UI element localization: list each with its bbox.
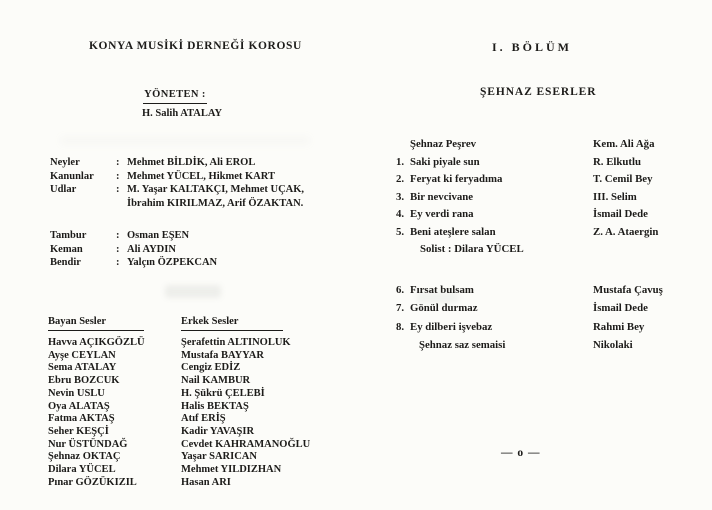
composer-name: T. Cemil Bey [593, 173, 653, 186]
program-row [396, 321, 712, 339]
program-row [396, 284, 712, 302]
singer-name: Nevin USLU [48, 387, 105, 399]
colon-separator: : [116, 243, 120, 255]
program-row [396, 156, 712, 174]
composer-name: Mustafa Çavuş [593, 284, 663, 296]
instrument-players: Yalçın ÖZPEKCAN [127, 257, 218, 268]
singer-name: Havva AÇIKGÖZLÜ [48, 337, 145, 348]
singer-name: Mustafa BAYYAR [181, 349, 264, 361]
section-title: I. BÖLÜM [492, 40, 573, 54]
colon-separator: : [116, 257, 120, 268]
singer-name: Sema ATALAY [48, 362, 117, 374]
composer-name: Kem. Ali Ağa [593, 138, 655, 150]
song-title: Beni ateşlere salan [410, 225, 496, 238]
instrument-players: Osman EŞEN [127, 230, 190, 241]
instrument-players: Ali AYDIN [127, 243, 176, 255]
singer-name: Halis BEKTAŞ [181, 400, 249, 412]
singer-name: Cevdet KAHRAMANOĞLU [181, 438, 311, 450]
singer-name: Nur ÜSTÜNDAĞ [48, 438, 128, 450]
instrument-label: Bendir [50, 257, 81, 268]
song-title: Şehnaz saz semaisi [419, 339, 506, 352]
song-number: 7. [396, 302, 405, 315]
colon-separator: : [116, 157, 120, 168]
singer-name: Pınar GÖZÜKIZIL [48, 476, 137, 488]
composer-name: R. Elkutlu [593, 155, 642, 168]
soloist-line: Solist : Dilara YÜCEL [420, 243, 524, 255]
program-row [396, 226, 712, 244]
song-number: 1. [396, 155, 405, 168]
colon-separator: : [116, 184, 120, 195]
singer-name: Ebru BOZCUK [48, 375, 120, 387]
program-subtitle: ŞEHNAZ ESERLER [480, 86, 597, 98]
program-row [396, 191, 712, 209]
instrument-list-group2 [50, 229, 217, 270]
singer-name: Hasan ARI [181, 476, 231, 488]
singer-name: Kadir YAVAŞIR [181, 425, 255, 437]
colon-separator: : [116, 170, 120, 182]
women-voices-header: Bayan Sesler [48, 316, 144, 331]
singer-name: Cengiz EDİZ [181, 362, 241, 374]
instrument-label: Kanunlar [50, 170, 94, 182]
program-row [396, 208, 712, 226]
song-number: 4. [396, 208, 405, 221]
singer-name: Yaşar SARICAN [181, 451, 257, 463]
singer-name: Oya ALATAŞ [48, 400, 110, 412]
scan-bleed-smudge [165, 285, 221, 298]
men-voices-list [181, 337, 310, 489]
director-name: H. Salih ATALAY [142, 108, 223, 119]
song-title: Gönül durmaz [410, 302, 478, 315]
composer-name: III. Selim [593, 190, 637, 203]
instrument-row-neyler [50, 156, 304, 170]
women-voices-list [48, 337, 145, 489]
instrument-label: Keman [50, 243, 83, 255]
director-label: YÖNETEN : [143, 89, 207, 104]
instrument-players: Mehmet BİLDİK, Ali EROL [127, 157, 256, 168]
singer-name: Ayşe CEYLAN [48, 349, 116, 361]
song-title: Fırsat bulsam [410, 284, 474, 296]
song-number: 6. [396, 284, 405, 296]
men-voices-header: Erkek Sesler [181, 316, 283, 331]
instrument-players: Mehmet YÜCEL, Hikmet KART [127, 170, 275, 182]
program-row [396, 138, 712, 156]
song-number: 2. [396, 173, 405, 186]
instrument-row-tambur [50, 229, 217, 243]
instrument-list-group1 [50, 156, 304, 210]
singer-name: Şehnaz OKTAÇ [48, 451, 121, 463]
choir-title: KONYA MUSİKİ DERNEĞİ KOROSU [89, 40, 302, 52]
instrument-row-keman [50, 243, 217, 257]
program-row [396, 173, 712, 191]
program-list-part1 [396, 138, 712, 244]
colon-separator: : [116, 230, 120, 241]
singer-name: Nail KAMBUR [181, 375, 251, 387]
section-end-divider: — o — [501, 447, 541, 459]
instrument-label: Tambur [50, 230, 87, 241]
program-row [396, 339, 712, 357]
instrument-row-bendir [50, 256, 217, 270]
singer-name: H. Şükrü ÇELEBİ [181, 387, 265, 399]
program-row [396, 302, 712, 320]
instrument-row-kanunlar [50, 170, 304, 184]
singer-name: Seher KEŞÇİ [48, 425, 109, 437]
men-voices-column [181, 316, 310, 489]
song-title: Ey verdi rana [410, 208, 474, 221]
singer-name: Mehmet YILDIZHAN [181, 464, 282, 476]
program-list-part2 [396, 284, 712, 358]
composer-name: Z. A. Ataergin [593, 225, 659, 238]
singer-name: Dilara YÜCEL [48, 464, 116, 476]
song-number: 8. [396, 320, 405, 333]
composer-name: Nikolaki [593, 339, 633, 352]
instrument-players-line2: İbrahim KIRILMAZ, Arif ÖZAKTAN. [127, 197, 304, 209]
song-title: Feryat ki feryadıma [410, 173, 503, 186]
instrument-players [127, 183, 304, 210]
song-title: Şehnaz Peşrev [410, 138, 477, 150]
song-title: Bir nevcivane [410, 190, 474, 203]
scan-bleed-smudge [60, 136, 310, 145]
instrument-label: Udlar [50, 184, 77, 195]
singer-name: Atıf ERİŞ [181, 413, 226, 425]
instrument-row-udlar [50, 183, 304, 210]
composer-name: İsmail Dede [593, 302, 648, 315]
singer-name: Fatma AKTAŞ [48, 413, 115, 425]
song-number: 5. [396, 225, 405, 238]
song-title: Ey dilberi işvebaz [410, 320, 493, 333]
composer-name: İsmail Dede [593, 208, 648, 221]
singer-name: Şerafettin ALTINOLUK [181, 337, 291, 348]
instrument-label: Neyler [50, 157, 80, 168]
instrument-players-line1: M. Yaşar KALTAKÇI, Mehmet UÇAK, [127, 184, 305, 195]
composer-name: Rahmi Bey [593, 320, 645, 333]
song-title: Saki piyale sun [410, 155, 480, 168]
women-voices-column [48, 316, 145, 489]
song-number: 3. [396, 190, 405, 203]
